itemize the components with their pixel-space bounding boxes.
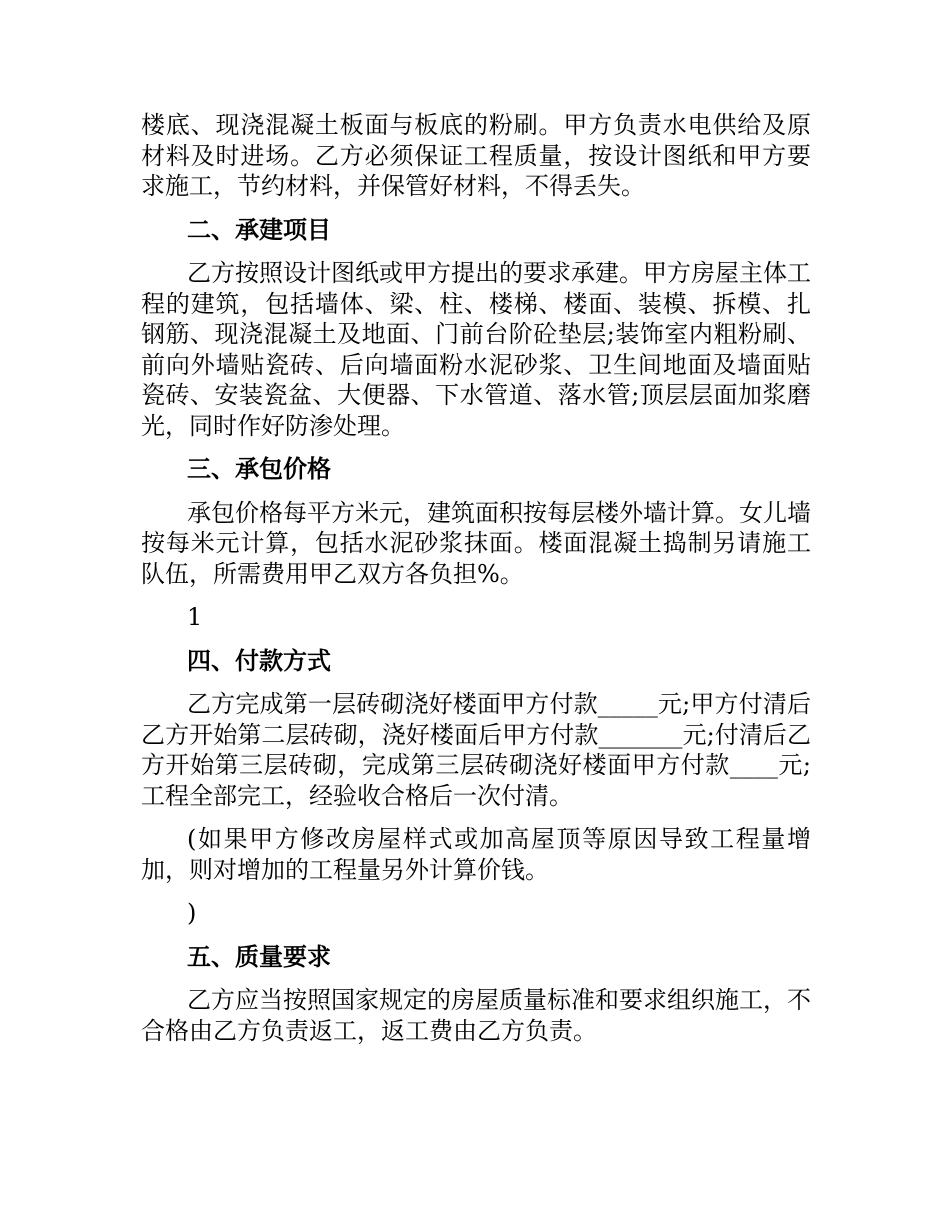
document-body	[141, 110, 811, 1059]
section-4-note: (如果甲方修改房屋样式或加高屋顶等原因导致工程量增加，则对增加的工程量另外计算价钱。	[141, 825, 811, 884]
section-3-body: 承包价格每平方米元，建筑面积按每层楼外墙计算。女儿墙按每米元计算，包括水泥砂浆抹面。楼面混凝土捣制另请施工队伍，所需费用甲乙双方各负担%。	[141, 498, 811, 588]
intro-paragraph: 楼底、现浇混凝土板面与板底的粉刷。甲方负责水电供给及原材料及时进场。乙方必须保证工程质量，按设计图纸和甲方要求施工，节约材料，并保管好材料，不得丢失。	[141, 111, 811, 200]
section-4-heading: 四、付款方式	[187, 645, 331, 675]
section-5-body: 乙方应当按照国家规定的房屋质量标准和要求组织施工，不合格由乙方负责返工，返工费由乙方负责。	[141, 986, 811, 1045]
section-3-heading: 三、承包价格	[187, 454, 331, 483]
section-5-heading: 五、质量要求	[187, 941, 331, 971]
section-4-note-close: )	[187, 899, 197, 927]
section-2-body: 乙方按照设计图纸或甲方提出的要求承建。甲方房屋主体工程的建筑，包括墙体、梁、柱、楼梯、楼面、装模、拆模、扎钢筋、现浇混凝土及地面、门前台阶砼垫层;装饰室内粗粉刷、前向外墙贴瓷砖、后向墙面粉水泥砂浆、卫生间地面及墙面贴瓷砖、安装瓷盆、大便器、下水管道、落水管;顶层层面加浆磨光，同时作好防渗处理。	[141, 259, 811, 440]
page-marker: 1	[187, 603, 203, 631]
section-2-heading: 二、承建项目	[187, 214, 331, 244]
section-4-body: 乙方完成第一层砖砌浇好楼面甲方付款_____元;甲方付清后乙方开始第二层砖砌，浇好楼面后甲方付款_______元;付清后乙方开始第三层砖砌，完成第三层砖砌浇好楼面甲方付款____元;工程全部完工，经验收合格后一次付清。	[141, 690, 811, 810]
